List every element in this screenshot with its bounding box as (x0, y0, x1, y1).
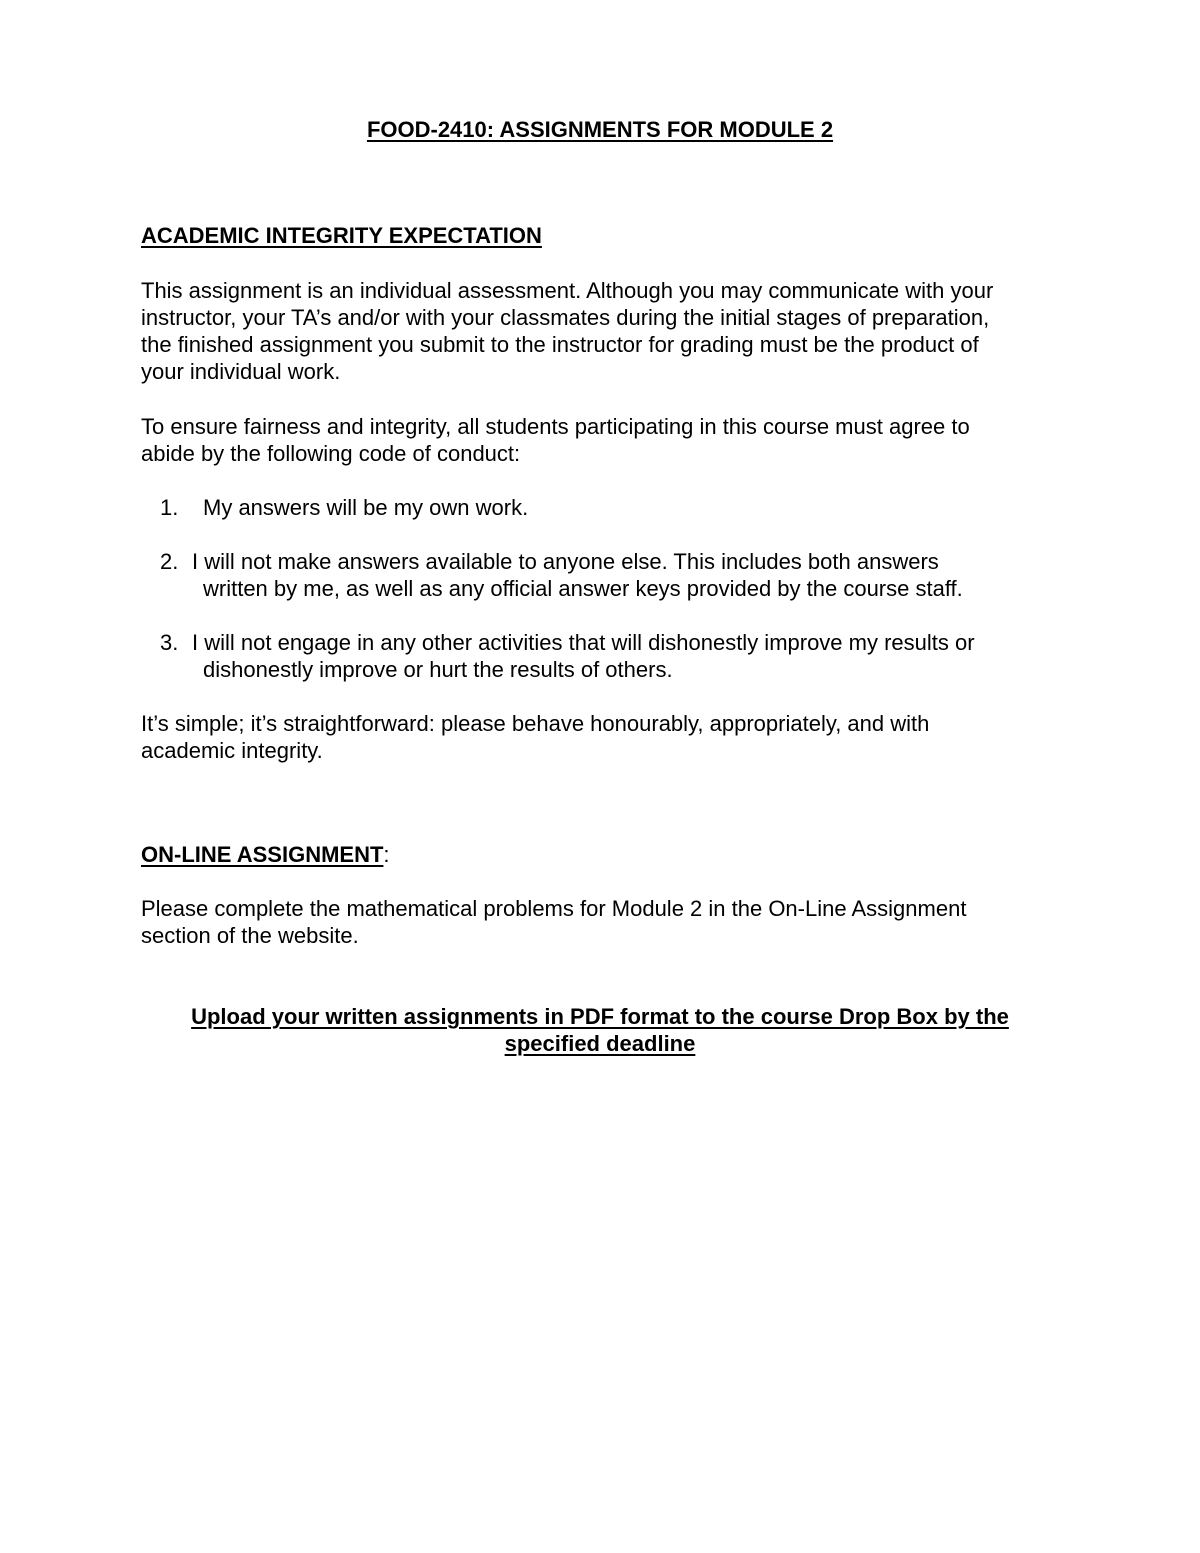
list-item-number: 1. (160, 495, 179, 520)
list-item-text: My answers will be my own work. (203, 495, 529, 520)
upload-line: specified deadline (504, 1031, 696, 1056)
online-assignment-heading (141, 841, 390, 868)
paragraph-line: It’s simple; it’s straightforward: please behave honourably, appropriately, and with (141, 711, 930, 736)
online-heading-text: ON-LINE ASSIGNMENT (141, 842, 384, 867)
paragraph-line: abide by the following code of conduct: (141, 441, 521, 466)
paragraph-line: academic integrity. (141, 738, 323, 763)
paragraph-line: This assignment is an individual assessment. Although you may communicate with your (141, 278, 994, 303)
list-item-number: 3. (160, 630, 179, 655)
paragraph-line: the finished assignment you submit to the instructor for grading must be the product of (141, 332, 979, 357)
list-item-text: dishonestly improve or hurt the results of others. (203, 657, 673, 682)
list-item-text: I will not engage in any other activities that will dishonestly improve my results or (192, 630, 975, 655)
paragraph-line: your individual work. (141, 359, 341, 384)
paragraph-line: instructor, your TA’s and/or with your classmates during the initial stages of preparation, (141, 305, 990, 330)
document-title: FOOD-2410: ASSIGNMENTS FOR MODULE 2 (366, 117, 834, 142)
online-heading-suffix: : (383, 842, 390, 867)
paragraph-line: section of the website. (141, 923, 359, 948)
upload-line: Upload your written assignments in PDF format to the course Drop Box by the (191, 1004, 1009, 1029)
integrity-heading: ACADEMIC INTEGRITY EXPECTATION (141, 223, 542, 248)
list-item-text: I will not make answers available to anyone else. This includes both answers (192, 549, 939, 574)
list-item-text: written by me, as well as any official answer keys provided by the course staff. (203, 576, 963, 601)
paragraph-line: Please complete the mathematical problems for Module 2 in the On-Line Assignment (141, 896, 967, 921)
list-item-number: 2. (160, 549, 179, 574)
paragraph-line: To ensure fairness and integrity, all students participating in this course must agree to (141, 414, 970, 439)
